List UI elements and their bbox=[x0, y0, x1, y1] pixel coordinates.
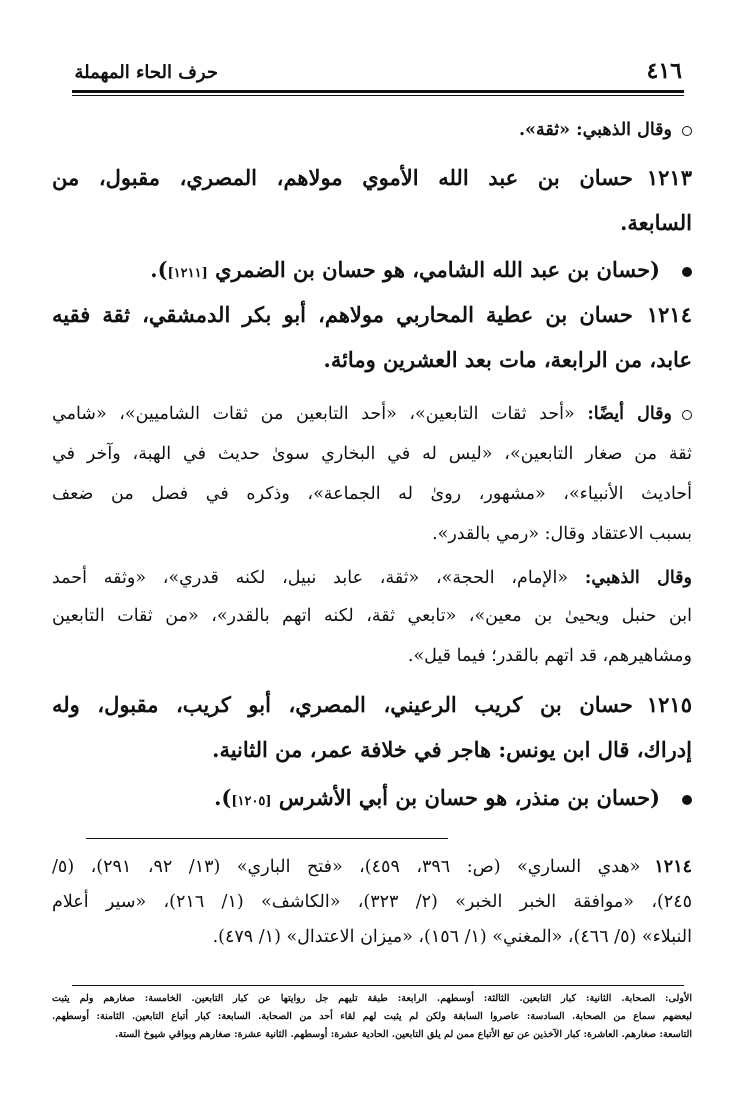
entry-1214-line-1: ١٢١٤حسان بن عطية المحاربي مولاهم، أبو بكر الدمشقي، ثقة فقيه bbox=[52, 302, 692, 327]
comment-circle-marker bbox=[682, 410, 692, 420]
entry-1213-line-2: السابعة. bbox=[620, 210, 692, 235]
footer-separator bbox=[72, 985, 684, 986]
entry-number: ١٢١٥ bbox=[646, 692, 692, 717]
header-rule-thin bbox=[72, 95, 684, 96]
entry-number: ١٢١٤ bbox=[646, 302, 692, 327]
comment-line-3: أحاديث الأنبياء»، «مشهور، روىٰ له الجماعة»، وذكره في فصل من ضعف bbox=[52, 484, 692, 504]
footnote-line-3: النبلاء» (٥/ ٤٦٦)، «المغني» (١/ ١٥٦)، «ميزان الاعتدال» (١/ ٤٧٩). bbox=[212, 927, 692, 947]
header-rule-thick bbox=[72, 90, 684, 93]
page-number: ٤١٦ bbox=[646, 58, 682, 84]
entry-1213-line-1: ١٢١٣حسان بن عبد الله الأموي مولاهم، المصري، مقبول، من bbox=[52, 165, 692, 190]
tabaqat-legend-line-2: لبعضهم سماع من الصحابة. السادسة: عاصروا السابقة ولكن لم يثبت لهم لقاء أحد من الصحابة. السابعة: كبار أتباع التابعين. الثامنة: أوسطهم. bbox=[52, 1011, 692, 1022]
tabaqat-legend-line-1: الأولى: الصحابة. الثانية: كبار التابعين. الثالثة: أوسطهم. الرابعة: طبقة تليهم جل روايتها عن كبار التابعين. الخامسة: صغارهم ولم يثبت bbox=[52, 993, 692, 1004]
comment-circle-marker bbox=[682, 126, 692, 136]
entry-1215-line-2: إدراك، قال ابن يونس: هاجر في خلافة عمر، من الثانية. bbox=[212, 737, 692, 762]
tabaqat-legend-line-3: التاسعة: صغارهم. العاشرة: كبار الآخذين عن تبع الأتباع ممن لم يلق التابعين. الحادية عشرة: أوسطهم. الثانية عشرة: صغارهم وبواقي شيوخ الستة. bbox=[115, 1029, 692, 1040]
entry-number: ١٢١٣ bbox=[646, 165, 692, 190]
page-header-title: حرف الحاء المهملة bbox=[74, 62, 218, 83]
cross-reference-1205: (حسان بن منذر، هو حسان بن أبي الأشرس [١٢٠٥]). bbox=[52, 783, 692, 817]
cross-reference-1211: (حسان بن عبد الله الشامي، هو حسان بن الضمري [١٢١١]). bbox=[52, 255, 692, 289]
entry-1215-line-1: ١٢١٥حسان بن كريب الرعيني، المصري، أبو كريب، مقبول، وله bbox=[52, 692, 692, 717]
comment-dhahabi-line-1: وقال الذهبي: «الإمام، الحجة»، «ثقة، عابد نبيل، لكنه قدري»، «وثقه أحمد bbox=[52, 568, 692, 588]
comment-dhahabi-line-3: ومشاهيرهم، قد اتهم بالقدر؛ فيما قيل». bbox=[407, 646, 692, 666]
comment-line-4: بسبب الاعتقاد وقال: «رمي بالقدر». bbox=[432, 524, 692, 544]
comment-dhahabi-line-2: ابن حنبل ويحيىٰ بن معين»، «تابعي ثقة، لكنه اتهم بالقدر»، «من ثقات التابعين bbox=[52, 606, 692, 626]
footnote-line-2: ٢٤٥)، «موافقة الخبر الخبر» (٢/ ٣٢٣)، «الكاشف» (١/ ٢١٦)، «سير أعلام bbox=[52, 892, 692, 912]
bullet-dot bbox=[682, 267, 692, 277]
comment-line-1: وقال أيضًا: «أحد ثقات التابعين»، «أحد التابعين من ثقات الشاميين»، «شامي bbox=[52, 402, 692, 426]
entry-1214-line-2: عابد، من الرابعة، مات بعد العشرين ومائة. bbox=[323, 347, 692, 372]
bullet-dot bbox=[682, 795, 692, 805]
comment-dhahabi-1: وقال الذهبي: «ثقة». bbox=[52, 118, 692, 142]
footnote-line-1: ١٢١٤«هدي الساري» (ص: ٣٩٦، ٤٥٩)، «فتح الباري» (١٣/ ٩٢، ٢٩١)، (٥/ bbox=[52, 857, 693, 877]
footnote-separator bbox=[86, 838, 448, 839]
footnote-number: ١٢١٤ bbox=[654, 857, 693, 877]
comment-line-2: ثقة من صغار التابعين»، «ليس له في البخاري سوىٰ حديث في الهبة، وآخر في bbox=[52, 444, 692, 464]
